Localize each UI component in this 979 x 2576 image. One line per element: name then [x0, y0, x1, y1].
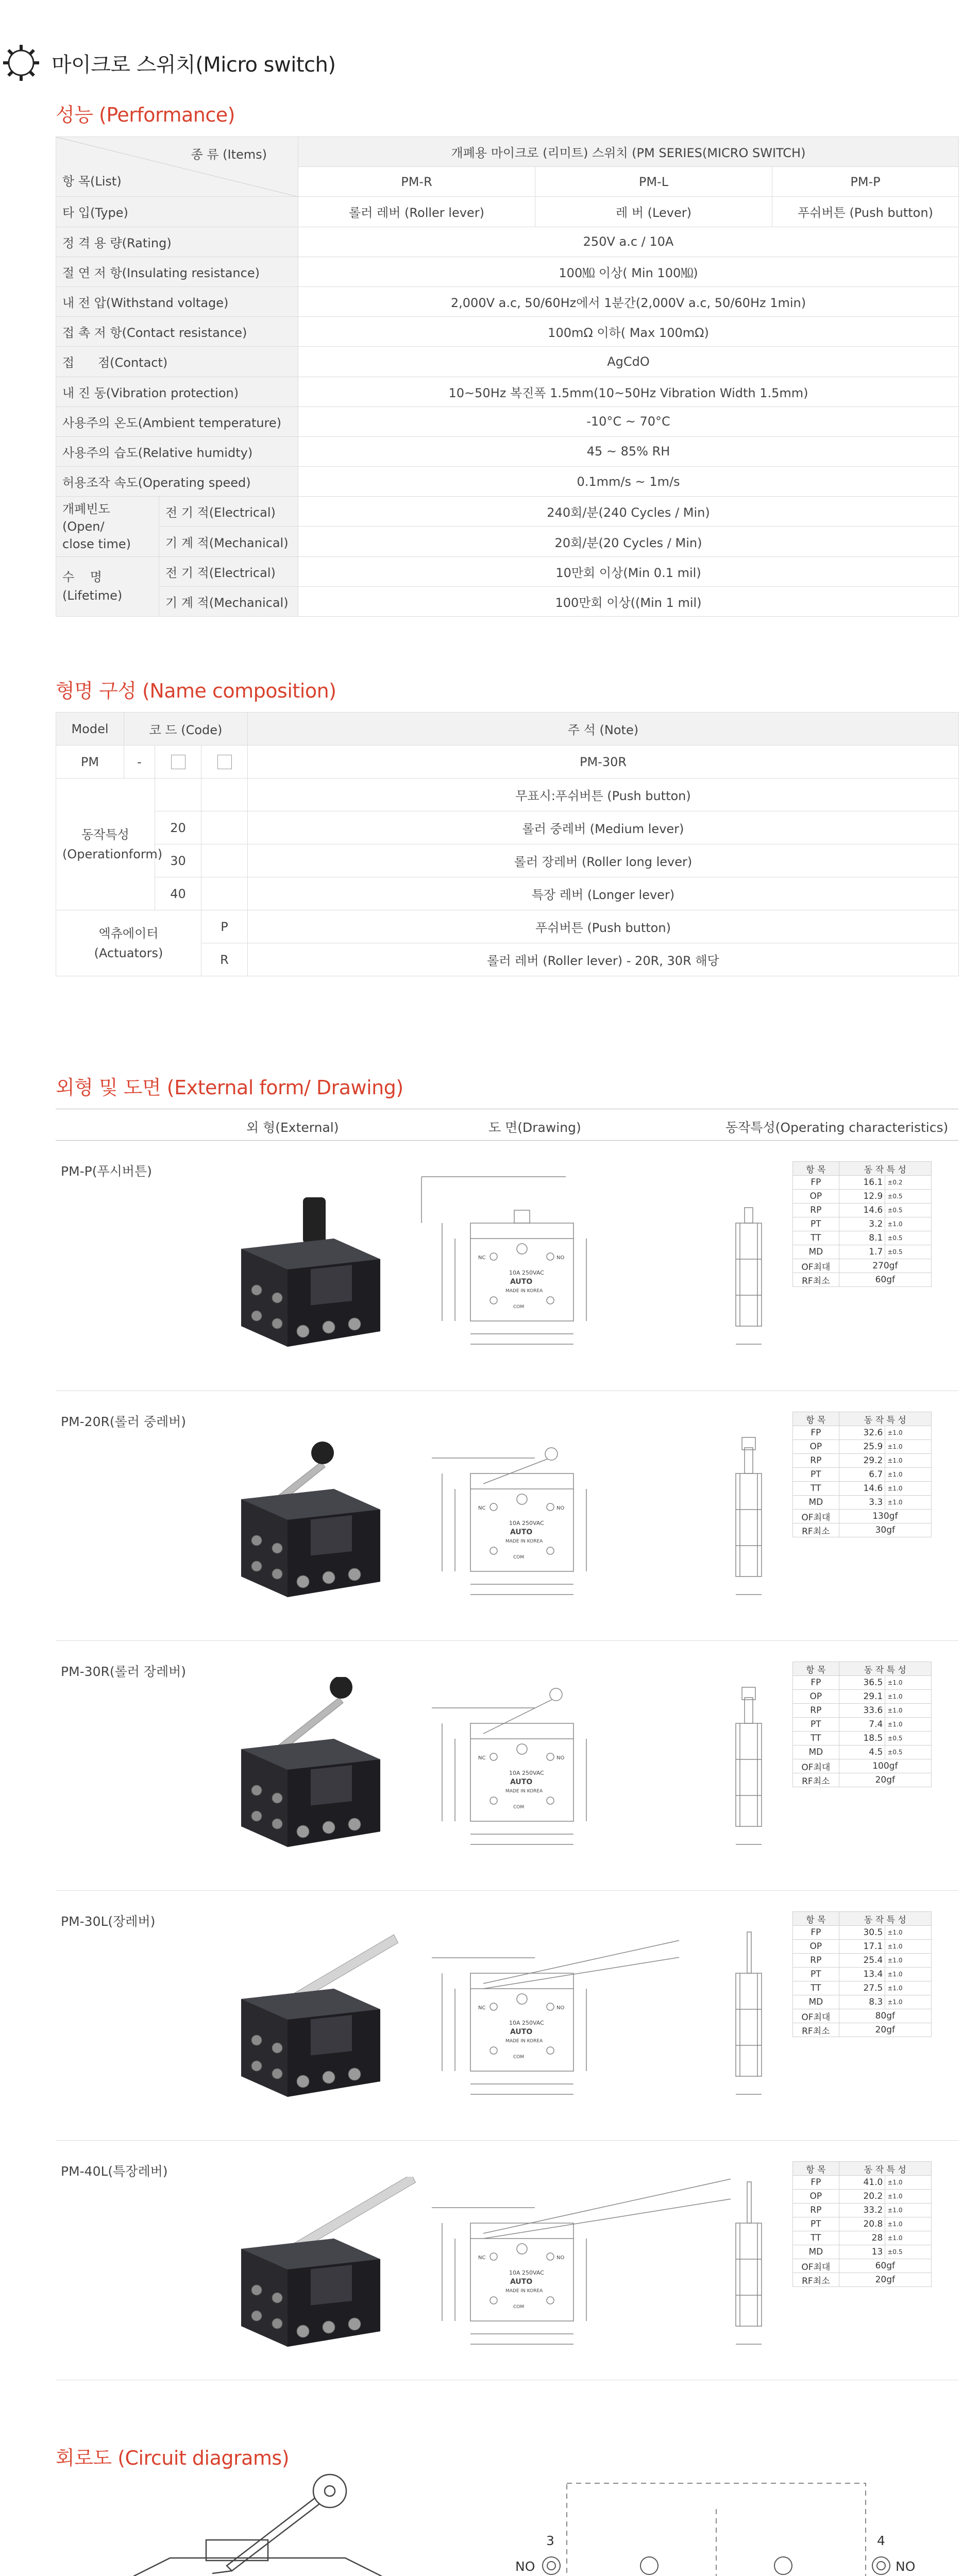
perf-row-value: 100㏁ 이상( Min 100㏁) [298, 257, 959, 286]
characteristics-table [792, 1911, 932, 2037]
name-act-label [56, 910, 201, 976]
char-header: 동 작 특 성 [839, 1912, 931, 1926]
perf-row-label: 내 진 동(Vibration protection) [56, 377, 298, 406]
char-value: 30.5 [839, 1926, 885, 1940]
char-tolerance: ±1.0 [885, 2176, 932, 2190]
perf-row-value: 0.1mm/s ~ 1m/s [298, 467, 959, 497]
name-act-label-1: 엑츄에이터 [98, 926, 159, 941]
terminal-nc-text: NC [478, 1505, 486, 1511]
name-op-label-1: 동작특성 [81, 827, 129, 842]
name-op-label-2: (Operationform) [62, 846, 163, 861]
char-item: FP [793, 1426, 839, 1440]
switch-rating-text: 10A 250VAC [509, 2020, 544, 2026]
switch-side-view [720, 1917, 782, 2112]
char-value: 33.2 [839, 2204, 885, 2217]
switch-rating-text: 10A 250VAC [509, 1520, 544, 1527]
switch-origin-text: MADE IN KOREA [505, 1789, 543, 1794]
char-value: 13.4 [839, 1968, 885, 1981]
terminal-no-text: NO [556, 2255, 565, 2261]
char-item: OF최대 [793, 2259, 839, 2273]
switch-brand-text: AUTO [510, 1278, 533, 1286]
switch-photo [210, 2177, 427, 2362]
char-tolerance: ±1.0 [885, 1940, 932, 1954]
perf-row-value: AgCdO [298, 347, 959, 377]
char-item: MD [793, 1496, 839, 1510]
name-code [155, 778, 201, 811]
char-tolerance: ±1.0 [885, 1468, 932, 1482]
char-value: 60gf [839, 1273, 931, 1287]
char-item: PT [793, 1968, 839, 1981]
char-item: OF최대 [793, 1510, 839, 1523]
char-item: RF최소 [793, 2023, 839, 2037]
char-item: RF최소 [793, 1273, 839, 1287]
char-tolerance: ±1.0 [885, 2204, 932, 2217]
char-value: 28 [839, 2231, 885, 2245]
char-tolerance: ±1.0 [885, 1690, 932, 1704]
perf-model: PM-R [298, 167, 535, 197]
char-item: MD [793, 1745, 839, 1759]
circuit-terminal-no-right: NO [896, 2559, 916, 2574]
switch-origin-text: MADE IN KOREA [505, 1289, 543, 1294]
char-item: RP [793, 1704, 839, 1718]
char-item: RF최소 [793, 1523, 839, 1537]
terminal-com-text: COM [513, 2304, 525, 2310]
char-item: MD [793, 1995, 839, 2009]
col-external: 외 형(External) [246, 1120, 339, 1135]
char-tolerance: ±1.0 [885, 1676, 932, 1690]
char-item: RP [793, 1204, 839, 1217]
name-code: P [201, 910, 248, 943]
perf-corner-cell [56, 137, 298, 197]
circuit-terminal-no-left: NO [515, 2559, 535, 2574]
char-header: 항 목 [793, 1412, 839, 1426]
switch-side-view [720, 1417, 782, 1613]
terminal-no-text: NO [556, 1755, 565, 1761]
perf-open-label-2: (Open/ [62, 519, 105, 534]
perf-type: 롤러 레버 (Roller lever) [298, 197, 535, 227]
char-value: 29.2 [839, 1454, 885, 1468]
terminal-nc-text: NC [478, 1755, 486, 1761]
switch-photo [210, 1677, 427, 1862]
switch-rating-text: 10A 250VAC [509, 1269, 544, 1276]
switch-photo [210, 1427, 427, 1613]
char-item: OP [793, 1690, 839, 1704]
perf-sub-label: 전 기 적(Electrical) [159, 497, 298, 527]
char-value: 36.5 [839, 1676, 885, 1690]
char-item: OF최대 [793, 1259, 839, 1273]
perf-sub-label: 기 계 적(Mechanical) [159, 586, 298, 616]
char-item: OP [793, 2190, 839, 2204]
char-tolerance: ±1.0 [885, 1440, 932, 1454]
perf-open-label-1: 개폐빈도 [62, 501, 110, 516]
model-name: PM-30R(롤러 장레버) [61, 1664, 187, 1679]
perf-open-label [56, 497, 159, 556]
char-header: 항 목 [793, 1912, 839, 1926]
perf-life-label-2: (Lifetime) [62, 588, 123, 603]
char-tolerance: ±0.5 [885, 1745, 932, 1759]
char-value: 4.5 [839, 1745, 885, 1759]
characteristics-table [792, 1662, 932, 1787]
char-item: OP [793, 1440, 839, 1454]
characteristics-table [792, 1161, 932, 1287]
char-header: 항 목 [793, 1662, 839, 1676]
switch-side-view [720, 2166, 782, 2362]
perf-row-label: 사용주의 온도(Ambient temperature) [56, 406, 298, 436]
perf-row-value: 250V a.c / 10A [298, 227, 959, 257]
char-value: 270gf [839, 1259, 931, 1273]
perf-open-label-3: close time) [62, 536, 131, 551]
perf-items-label: 종 류 (Items) [191, 147, 267, 162]
char-item: PT [793, 1217, 839, 1231]
name-code-empty [201, 811, 248, 844]
characteristics-table [792, 1412, 932, 1537]
external-header [56, 1109, 958, 1141]
char-value: 14.6 [839, 1482, 885, 1496]
page-title [0, 40, 335, 86]
char-tolerance: ±1.0 [885, 1704, 932, 1718]
model-name: PM-P(푸시버튼) [61, 1164, 152, 1179]
char-value: 25.9 [839, 1440, 885, 1454]
switch-origin-text: MADE IN KOREA [505, 2289, 543, 2294]
switch-drawing [411, 1911, 772, 2107]
char-value: 8.3 [839, 1995, 885, 2009]
char-value: 20gf [839, 2023, 931, 2037]
model-name: PM-30L(장레버) [61, 1914, 156, 1929]
char-item: PT [793, 1468, 839, 1482]
perf-row-label: 정 격 용 량(Rating) [56, 227, 298, 257]
char-value: 60gf [839, 2259, 931, 2273]
terminal-no-text: NO [556, 2005, 565, 2011]
char-item: TT [793, 1732, 839, 1745]
name-note: 무표시:푸쉬버튼 (Push button) [248, 778, 959, 811]
perf-sub-label: 전 기 적(Electrical) [159, 556, 298, 586]
section-title-external: 외형 및 도면 (External form/ Drawing) [56, 1076, 403, 1099]
char-item: MD [793, 2245, 839, 2259]
perf-row-label: 절 연 저 항(Insulating resistance) [56, 257, 298, 286]
char-header: 동 작 특 성 [839, 1662, 931, 1676]
external-row [56, 1641, 958, 1891]
name-note: 특장 레버 (Longer lever) [248, 877, 959, 910]
perf-row-value: 100만회 이상((Min 1 mil) [298, 586, 959, 616]
char-tolerance: ±1.0 [885, 1926, 932, 1940]
col-characteristics: 동작특성(Operating characteristics) [725, 1120, 949, 1135]
name-note-header: 주 석 (Note) [248, 713, 959, 745]
char-tolerance: ±0.5 [885, 1204, 932, 1217]
char-item: OF최대 [793, 1759, 839, 1773]
perf-model: PM-P [772, 167, 959, 197]
switch-brand-text: AUTO [510, 1528, 533, 1536]
terminal-com-text: COM [513, 2055, 525, 2060]
char-value: 25.4 [839, 1954, 885, 1968]
name-note: 롤러 레버 (Roller lever) - 20R, 30R 해당 [248, 943, 959, 976]
char-value: 14.6 [839, 1204, 885, 1217]
char-value: 33.6 [839, 1704, 885, 1718]
name-dash: - [124, 745, 155, 778]
char-item: FP [793, 2176, 839, 2190]
char-item: OF최대 [793, 2009, 839, 2023]
char-tolerance: ±1.0 [885, 1954, 932, 1968]
characteristics-table [792, 2161, 932, 2287]
char-header: 동 작 특 성 [839, 1412, 931, 1426]
char-value: 20gf [839, 1773, 931, 1787]
terminal-nc-text: NC [478, 2005, 486, 2011]
char-value: 20gf [839, 2273, 931, 2287]
char-header: 동 작 특 성 [839, 2162, 931, 2176]
name-code [201, 778, 248, 811]
perf-row-label: 허용조작 속도(Operating speed) [56, 467, 298, 497]
perf-row-value: 240회/분(240 Cycles / Min) [298, 497, 959, 527]
char-item: RF최소 [793, 2273, 839, 2287]
char-value: 29.1 [839, 1690, 885, 1704]
name-code-header: 코 드 (Code) [124, 713, 248, 745]
char-header: 항 목 [793, 1162, 839, 1176]
char-item: TT [793, 1231, 839, 1245]
char-tolerance: ±1.0 [885, 1718, 932, 1732]
char-value: 8.1 [839, 1231, 885, 1245]
char-value: 100gf [839, 1759, 931, 1773]
code-box [155, 745, 201, 778]
char-item: RF최소 [793, 1773, 839, 1787]
perf-series: 개폐용 마이크로 (리미트) 스위치 (PM SERIES(MICRO SWITCH) [298, 137, 959, 167]
switch-origin-text: MADE IN KOREA [505, 1539, 543, 1544]
switch-drawing [411, 1662, 772, 1857]
char-tolerance: ±0.5 [885, 1732, 932, 1745]
perf-model: PM-L [535, 167, 772, 197]
char-value: 30gf [839, 1523, 931, 1537]
char-tolerance: ±1.0 [885, 1482, 932, 1496]
char-header: 항 목 [793, 2162, 839, 2176]
name-code: 40 [155, 877, 201, 910]
name-note: 롤러 중레버 (Medium lever) [248, 811, 959, 844]
switch-photo [210, 1927, 427, 2112]
char-item: PT [793, 2217, 839, 2231]
switch-rating-text: 10A 250VAC [509, 2269, 544, 2276]
section-title-name: 형명 구성 (Name composition) [56, 680, 336, 702]
char-item: MD [793, 1245, 839, 1259]
char-tolerance: ±0.2 [885, 1176, 932, 1190]
perf-life-label [56, 556, 159, 616]
char-tolerance: ±0.5 [885, 2245, 932, 2259]
perf-type: 레 버 (Lever) [535, 197, 772, 227]
char-value: 6.7 [839, 1468, 885, 1482]
performance-table [56, 137, 959, 617]
char-tolerance: ±0.5 [885, 1190, 932, 1204]
page-title-text: 마이크로 스위치(Micro switch) [52, 53, 336, 77]
char-item: RP [793, 1954, 839, 1968]
char-tolerance: ±1.0 [885, 1496, 932, 1510]
char-tolerance: ±1.0 [885, 2190, 932, 2204]
switch-brand-text: AUTO [510, 2028, 533, 2036]
char-item: FP [793, 1926, 839, 1940]
char-item: PT [793, 1718, 839, 1732]
switch-drawing [411, 2161, 772, 2357]
char-value: 3.2 [839, 1217, 885, 1231]
switch-rating-text: 10A 250VAC [509, 1770, 544, 1776]
char-tolerance: ±0.5 [885, 1245, 932, 1259]
switch-photo [210, 1177, 427, 1362]
switch-brand-text: AUTO [510, 2278, 533, 2286]
char-value: 7.4 [839, 1718, 885, 1732]
perf-row-label: 접 점(Contact) [56, 347, 298, 377]
external-row [56, 1391, 958, 1641]
name-code: 20 [155, 811, 201, 844]
terminal-no-text: NO [556, 1505, 565, 1511]
char-value: 17.1 [839, 1940, 885, 1954]
perf-life-label-1: 수 명 [62, 570, 102, 585]
circuit-diagram [495, 2463, 938, 2576]
switch-drawing [411, 1412, 772, 1607]
char-value: 3.3 [839, 1496, 885, 1510]
terminal-com-text: COM [513, 1304, 525, 1310]
char-value: 13 [839, 2245, 885, 2259]
char-tolerance: ±1.0 [885, 1968, 932, 1981]
char-item: OP [793, 1940, 839, 1954]
circuit-terminal-3: 3 [546, 2533, 554, 2548]
char-item: RP [793, 2204, 839, 2217]
section-title-performance: 성능 (Performance) [56, 104, 235, 126]
model-name: PM-40L(특장레버) [61, 2164, 168, 2179]
name-op-label [56, 778, 163, 910]
char-item: FP [793, 1676, 839, 1690]
char-item: TT [793, 1981, 839, 1995]
char-value: 12.9 [839, 1190, 885, 1204]
char-item: TT [793, 1482, 839, 1496]
terminal-nc-text: NC [478, 2255, 486, 2261]
name-example: PM-30R [248, 745, 959, 778]
name-code: 30 [155, 844, 201, 877]
char-tolerance: ±1.0 [885, 1454, 932, 1468]
char-value: 130gf [839, 1510, 931, 1523]
perf-row-value: 2,000V a.c, 50/60Hz에서 1분간(2,000V a.c, 50/60Hz 1min) [298, 286, 959, 316]
name-composition-table [56, 712, 959, 976]
char-tolerance: ±1.0 [885, 2217, 932, 2231]
char-item: TT [793, 2231, 839, 2245]
perf-row-label: 사용주의 습도(Relative humidty) [56, 436, 298, 466]
perf-type: 푸쉬버튼 (Push button) [772, 197, 959, 227]
terminal-com-text: COM [513, 1555, 525, 1560]
char-tolerance: ±1.0 [885, 1995, 932, 2009]
circuit-terminal-4: 4 [877, 2533, 885, 2548]
perf-row-value: 45 ~ 85% RH [298, 436, 959, 466]
char-value: 20.2 [839, 2190, 885, 2204]
switch-side-view [720, 1166, 782, 1362]
terminal-nc-text: NC [478, 1255, 486, 1261]
char-value: 1.7 [839, 1245, 885, 1259]
char-tolerance: ±1.0 [885, 1426, 932, 1440]
name-act-label-2: (Actuators) [94, 945, 163, 960]
name-code: R [201, 943, 248, 976]
char-tolerance: ±1.0 [885, 1981, 932, 1995]
char-tolerance: ±0.5 [885, 1231, 932, 1245]
name-model-value: PM [56, 745, 124, 778]
model-name: PM-20R(롤러 중레버) [61, 1414, 187, 1429]
perf-list-label: 항 목(List) [62, 174, 122, 189]
terminal-com-text: COM [513, 1805, 525, 1810]
external-row [56, 2141, 958, 2380]
char-header: 동 작 특 성 [839, 1162, 931, 1176]
char-item: FP [793, 1176, 839, 1190]
switch-origin-text: MADE IN KOREA [505, 2039, 543, 2044]
char-value: 80gf [839, 2009, 931, 2023]
switch-drawing [411, 1161, 772, 1357]
char-value: 32.6 [839, 1426, 885, 1440]
terminal-no-text: NO [556, 1255, 565, 1261]
perf-row-value: 20회/분(20 Cycles / Min) [298, 527, 959, 556]
perf-row-value: -10°C ~ 70°C [298, 406, 959, 436]
char-item: OP [793, 1190, 839, 1204]
char-tolerance: ±1.0 [885, 2231, 932, 2245]
perf-row-label: 접 촉 저 항(Contact resistance) [56, 317, 298, 347]
switch-side-view [720, 1667, 782, 1862]
switch-brand-text: AUTO [510, 1778, 533, 1786]
col-drawing: 도 면(Drawing) [488, 1120, 581, 1135]
char-tolerance: ±1.0 [885, 1217, 932, 1231]
name-model-header: Model [56, 713, 124, 745]
section-title-circuit: 회로도 (Circuit diagrams) [56, 2447, 290, 2469]
external-row [56, 1891, 958, 2141]
name-code-empty [201, 844, 248, 877]
char-value: 41.0 [839, 2176, 885, 2190]
char-value: 20.8 [839, 2217, 885, 2231]
char-item: RP [793, 1454, 839, 1468]
char-value: 18.5 [839, 1732, 885, 1745]
perf-row-value: 10~50Hz 복진폭 1.5mm(10~50Hz Vibration Width 1.5mm) [298, 377, 959, 406]
char-value: 16.1 [839, 1176, 885, 1190]
perf-sub-label: 기 계 적(Mechanical) [159, 527, 298, 556]
name-note: 롤러 장레버 (Roller long lever) [248, 844, 959, 877]
name-note: 푸쉬버튼 (Push button) [248, 910, 959, 943]
perf-row-value: 100mΩ 이하( Max 100mΩ) [298, 317, 959, 347]
perf-row-value: 10만회 이상(Min 0.1 mil) [298, 556, 959, 586]
switch-wiring-diagram [77, 2468, 438, 2576]
gear-icon [0, 42, 42, 84]
name-code-empty [201, 877, 248, 910]
external-row [56, 1141, 958, 1391]
code-box [201, 745, 248, 778]
perf-row-label: 내 전 압(Withstand voltage) [56, 286, 298, 316]
char-value: 27.5 [839, 1981, 885, 1995]
perf-type-label: 타 입(Type) [56, 197, 298, 227]
